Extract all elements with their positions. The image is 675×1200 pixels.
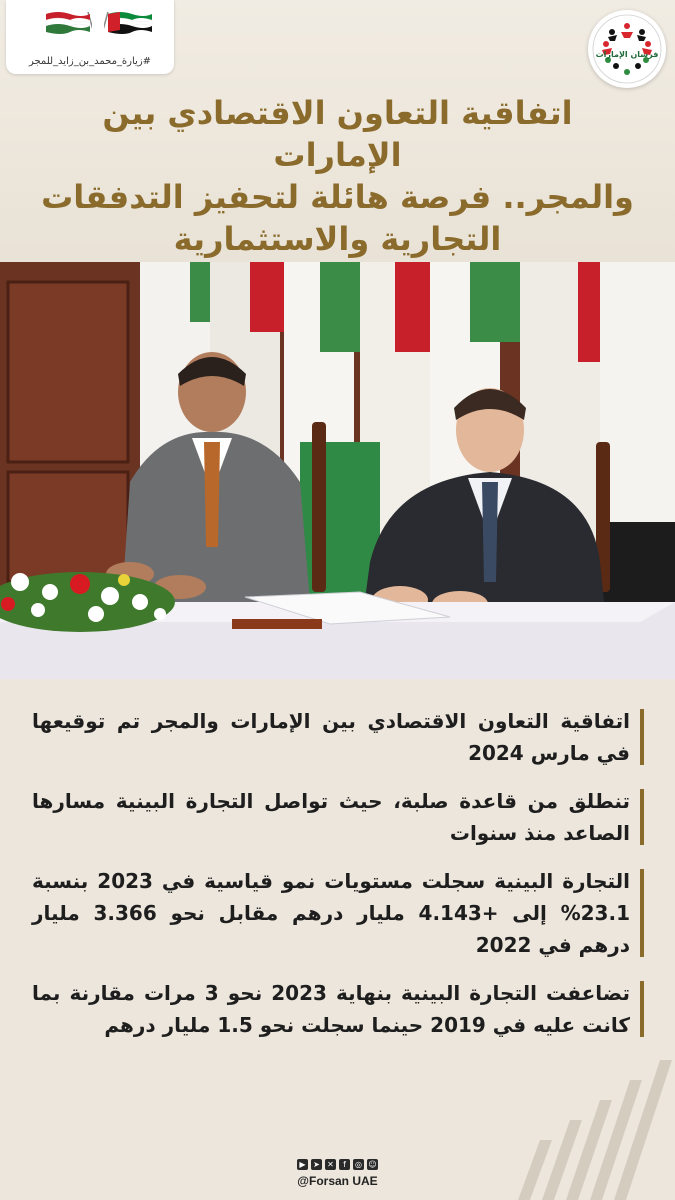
fact-item-2: تنطلق من قاعدة صلبة، حيث تواصل التجارة البينية مسارها الصاعد منذ سنوات — [32, 785, 644, 849]
forsan-logo — [588, 10, 666, 88]
hungary-flag-icon — [44, 8, 92, 42]
facebook-icon[interactable]: f — [339, 1159, 350, 1170]
social-icons — [297, 1159, 378, 1170]
snapchat-icon[interactable]: ☺ — [368, 1160, 377, 1169]
facts-list — [32, 705, 644, 1057]
uae-flag-icon — [104, 8, 154, 42]
title-line-3: التجارية والاستثمارية — [173, 220, 502, 258]
photo-illustration — [0, 262, 675, 679]
fact-item-3: التجارة البينية سجلت مستويات نمو قياسية في 2023 بنسبة 23.1% إلى +4.143 مليار درهم مقابل نحو 3.366 مليار درهم في 2022 — [32, 865, 644, 961]
hashtag-card — [6, 0, 174, 74]
telegram-icon[interactable]: ➤ — [311, 1159, 322, 1170]
fact-item-1: اتفاقية التعاون الاقتصادي بين الإمارات والمجر تم توقيعها في مارس 2024 — [32, 705, 644, 769]
hashtag-text: #زيارة_محمد_بن_زايد_للمجر — [28, 56, 152, 67]
fact-item-4: تضاعفت التجارة البينية بنهاية 2023 نحو 3 مرات مقارنة بما كانت عليه في 2019 حينما سجلت نحو 1.5 مليار درهم — [32, 977, 644, 1041]
logo-emblem-icon — [588, 10, 666, 88]
signing-ceremony-photo — [0, 262, 675, 679]
account-handle[interactable]: @Forsan UAE — [297, 1174, 378, 1188]
instagram-icon[interactable]: ◎ — [353, 1159, 364, 1170]
page-title — [40, 92, 635, 260]
youtube-icon[interactable]: ▶ — [297, 1159, 308, 1170]
social-footer — [0, 1152, 675, 1188]
title-line-1: اتفاقية التعاون الاقتصادي بين الإمارات — [102, 94, 573, 174]
logo-label: فرسان الإمارات — [595, 50, 659, 59]
title-line-2: والمجر.. فرصة هائلة لتحفيز التدفقات — [41, 178, 634, 216]
x-icon[interactable]: ✕ — [325, 1159, 336, 1170]
